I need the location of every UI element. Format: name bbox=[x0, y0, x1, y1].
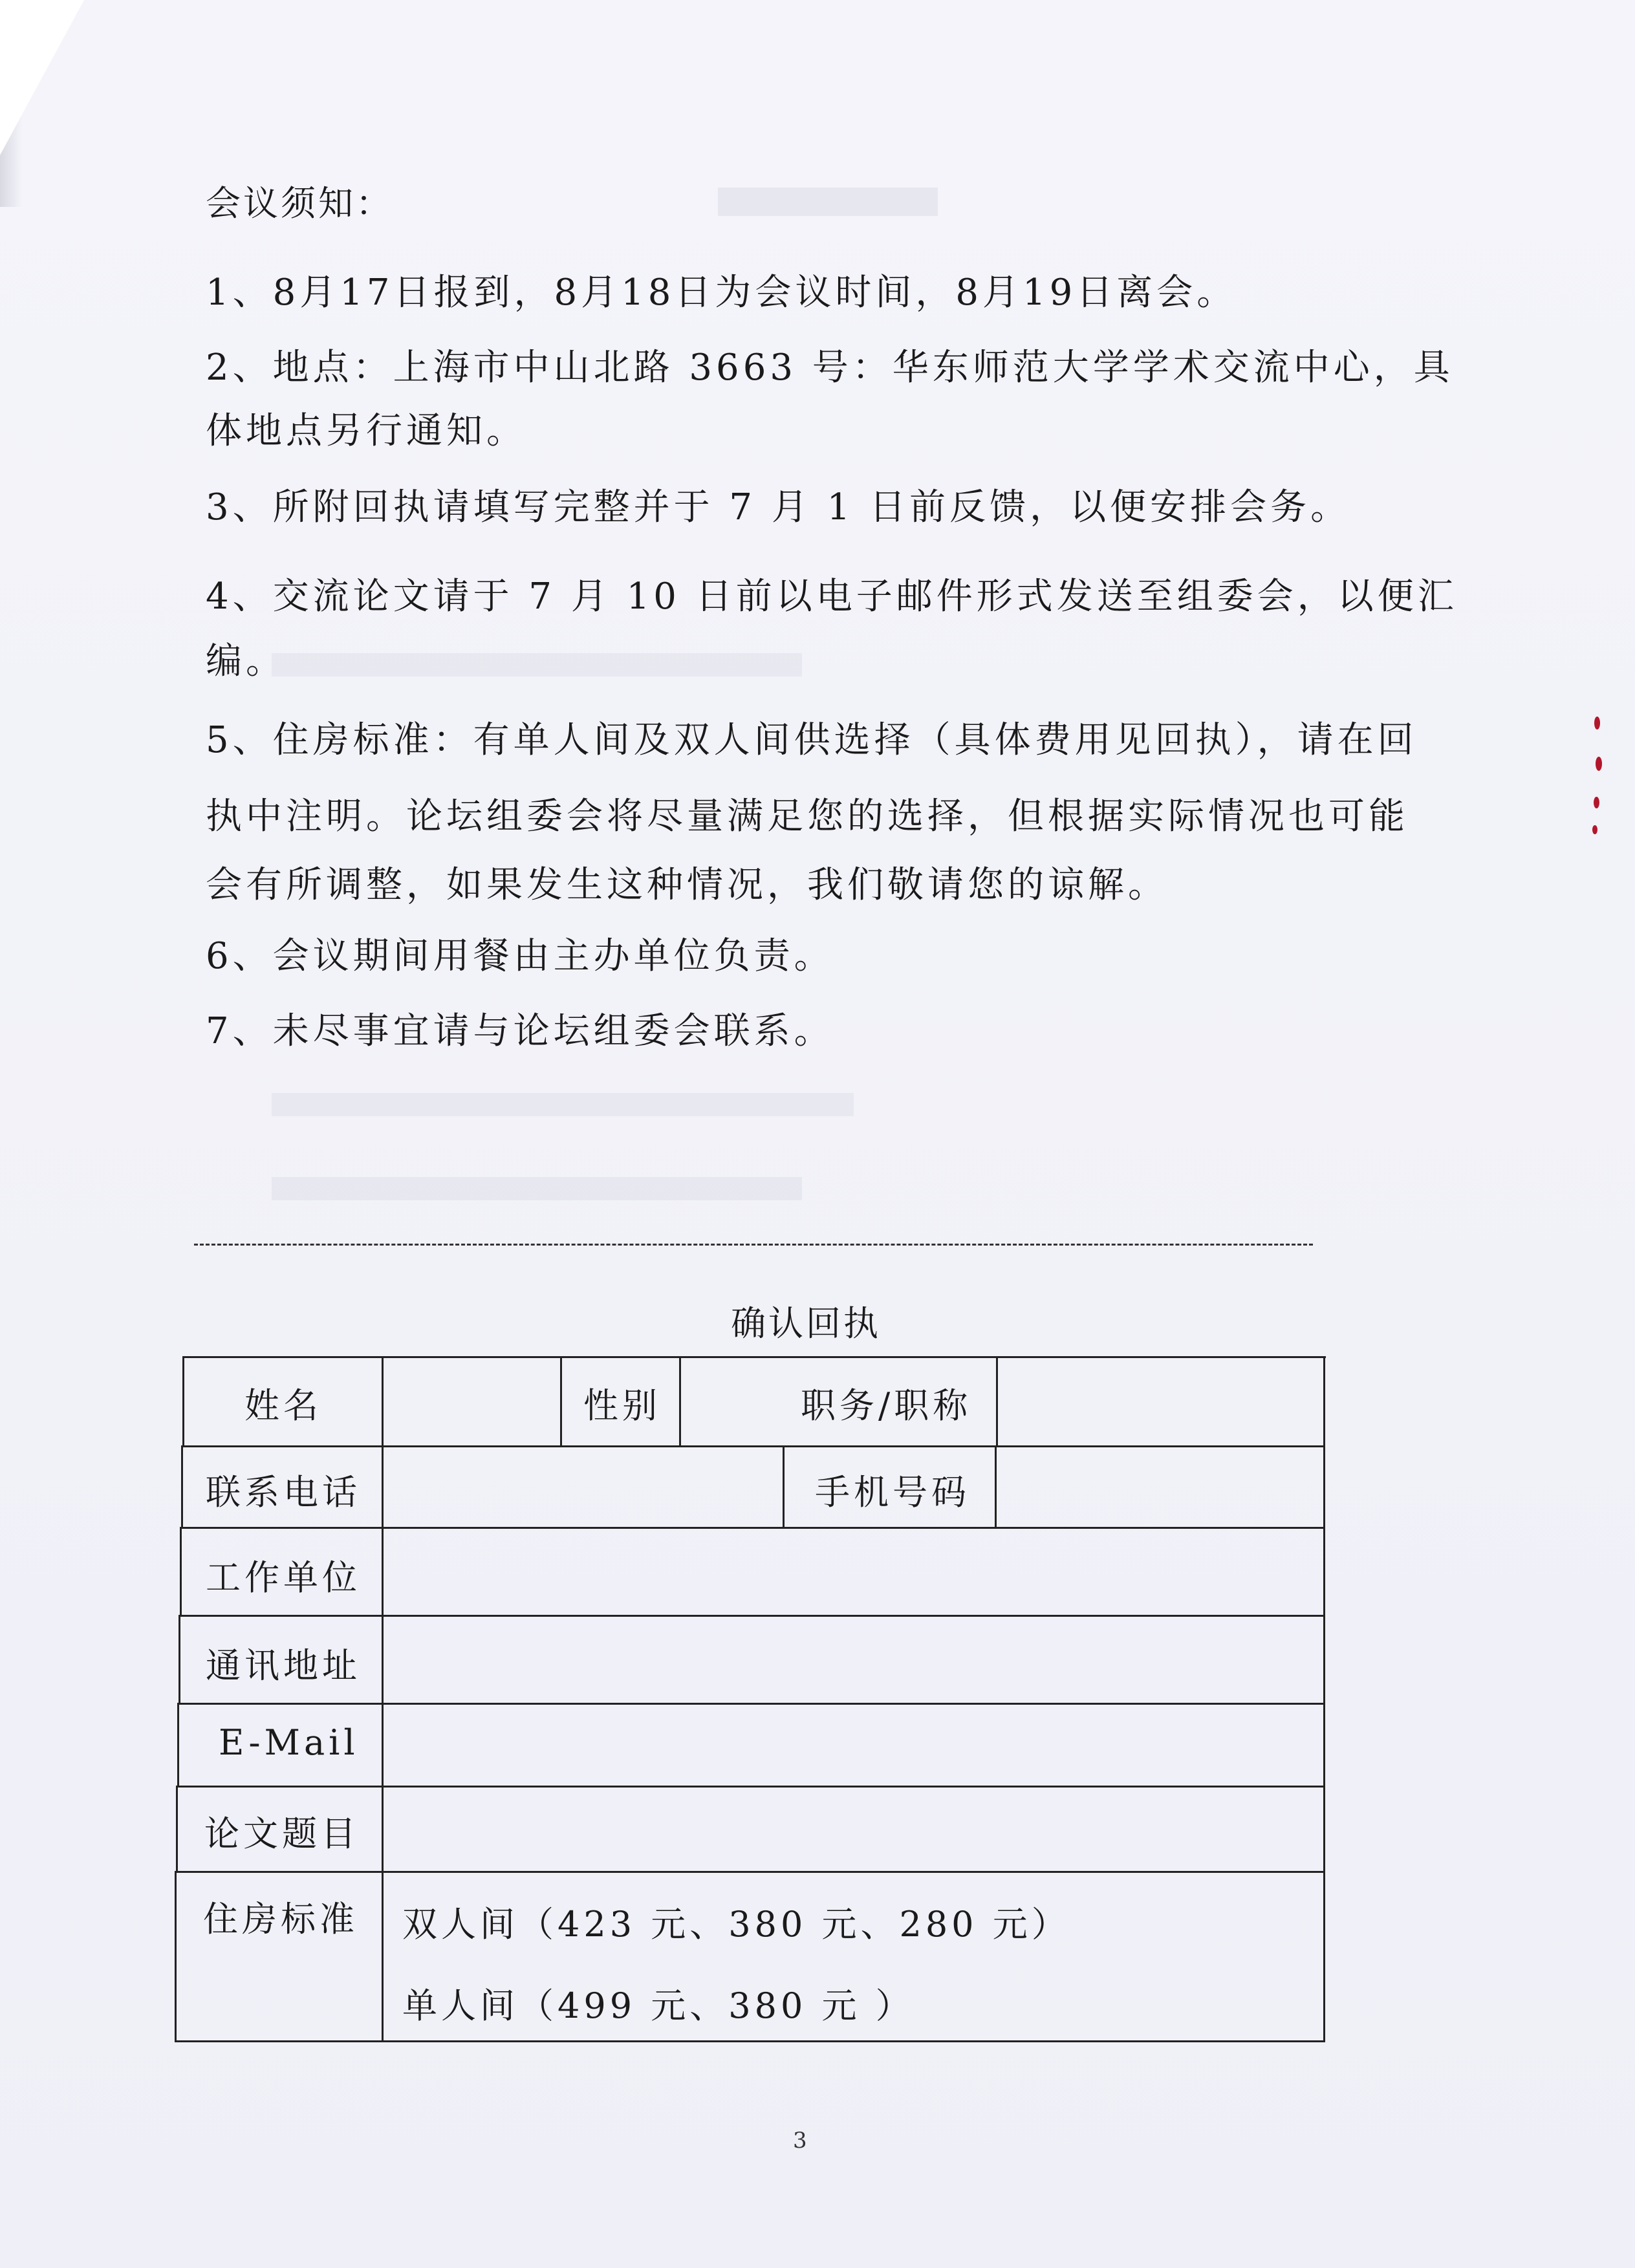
notice-item: 3、所附回执请填写完整并于 7 月 1 日前反馈，以便安排会务。 bbox=[206, 486, 1351, 528]
table-border-top bbox=[182, 1356, 1326, 1358]
paper-title-label: 论文题目 bbox=[204, 1813, 360, 1854]
table-rule bbox=[783, 1445, 785, 1527]
table-border-bottom bbox=[175, 2040, 1323, 2042]
notice-item: 2、地点：上海市中山北路 3663 号：华东师范大学学术交流中心，具 bbox=[206, 347, 1454, 389]
bleed-through bbox=[272, 1177, 802, 1200]
notice-item: 6、会议期间用餐由主办单位负责。 bbox=[206, 935, 834, 977]
table-border-left bbox=[176, 1786, 178, 1871]
table-border-left bbox=[175, 1871, 177, 2042]
notice-item: 编。 bbox=[206, 640, 286, 682]
name-label: 姓名 bbox=[244, 1385, 322, 1426]
table-border-left bbox=[179, 1615, 180, 1703]
cut-line bbox=[194, 1244, 1313, 1246]
work-unit-label: 工作单位 bbox=[206, 1557, 361, 1598]
gender-label: 性别 bbox=[583, 1385, 661, 1426]
table-border-left bbox=[182, 1356, 184, 1445]
housing-label: 住房标准 bbox=[203, 1899, 358, 1939]
table-border-left bbox=[180, 1527, 182, 1615]
bleed-through bbox=[718, 188, 938, 216]
table-rule bbox=[175, 1871, 1323, 1873]
notice-item: 1、8月17日报到，8月18日为会议时间，8月19日离会。 bbox=[206, 272, 1237, 314]
notice-item: 7、未尽事宜请与论坛组委会联系。 bbox=[206, 1010, 834, 1052]
notice-item: 4、交流论文请于 7 月 10 日前以电子邮件形式发送至组委会，以便汇 bbox=[206, 576, 1458, 618]
phone-label: 联系电话 bbox=[206, 1472, 361, 1513]
housing-double-option: 双人间（423 元、380 元、280 元） bbox=[402, 1904, 1070, 1945]
table-rule bbox=[179, 1615, 1323, 1617]
notice-item: 执中注明。论坛组委会将尽量满足您的选择，但根据实际情况也可能 bbox=[206, 795, 1409, 837]
ink-stain bbox=[1592, 825, 1597, 834]
notice-item: 体地点另行通知。 bbox=[206, 410, 526, 452]
table-rule bbox=[177, 1703, 1323, 1705]
table-border-left bbox=[181, 1445, 183, 1527]
table-rule bbox=[996, 1356, 998, 1445]
confirmation-form-table bbox=[175, 1356, 1326, 2043]
ink-stain bbox=[1594, 717, 1600, 729]
form-title: 确认回执 bbox=[731, 1303, 881, 1344]
notice-item: 5、住房标准：有单人间及双人间供选择（具体费用见回执），请在回 bbox=[206, 719, 1418, 761]
page-number: 3 bbox=[793, 2128, 807, 2154]
notice-heading: 会议须知： bbox=[206, 183, 393, 224]
housing-single-option: 单人间（499 元、380 元 ） bbox=[402, 1985, 915, 2026]
ink-stain bbox=[1596, 757, 1602, 771]
bleed-through bbox=[272, 1093, 854, 1116]
table-border-right bbox=[1323, 1356, 1325, 2042]
table-rule bbox=[180, 1527, 1325, 1529]
address-label: 通讯地址 bbox=[206, 1645, 361, 1686]
position-label: 职务/职称 bbox=[801, 1385, 972, 1426]
email-label: E-Mail bbox=[219, 1722, 359, 1763]
table-rule bbox=[995, 1445, 997, 1527]
mobile-label: 手机号码 bbox=[815, 1472, 970, 1513]
folded-corner bbox=[0, 0, 84, 155]
table-rule bbox=[181, 1445, 1325, 1447]
label-column-rule bbox=[382, 1356, 384, 2042]
table-rule bbox=[679, 1356, 681, 1445]
table-border-left bbox=[177, 1703, 179, 1786]
table-rule bbox=[176, 1786, 1323, 1787]
ink-stain bbox=[1594, 797, 1599, 808]
table-rule bbox=[560, 1356, 562, 1445]
notice-item: 会有所调整，如果发生这种情况，我们敬请您的谅解。 bbox=[206, 864, 1168, 906]
